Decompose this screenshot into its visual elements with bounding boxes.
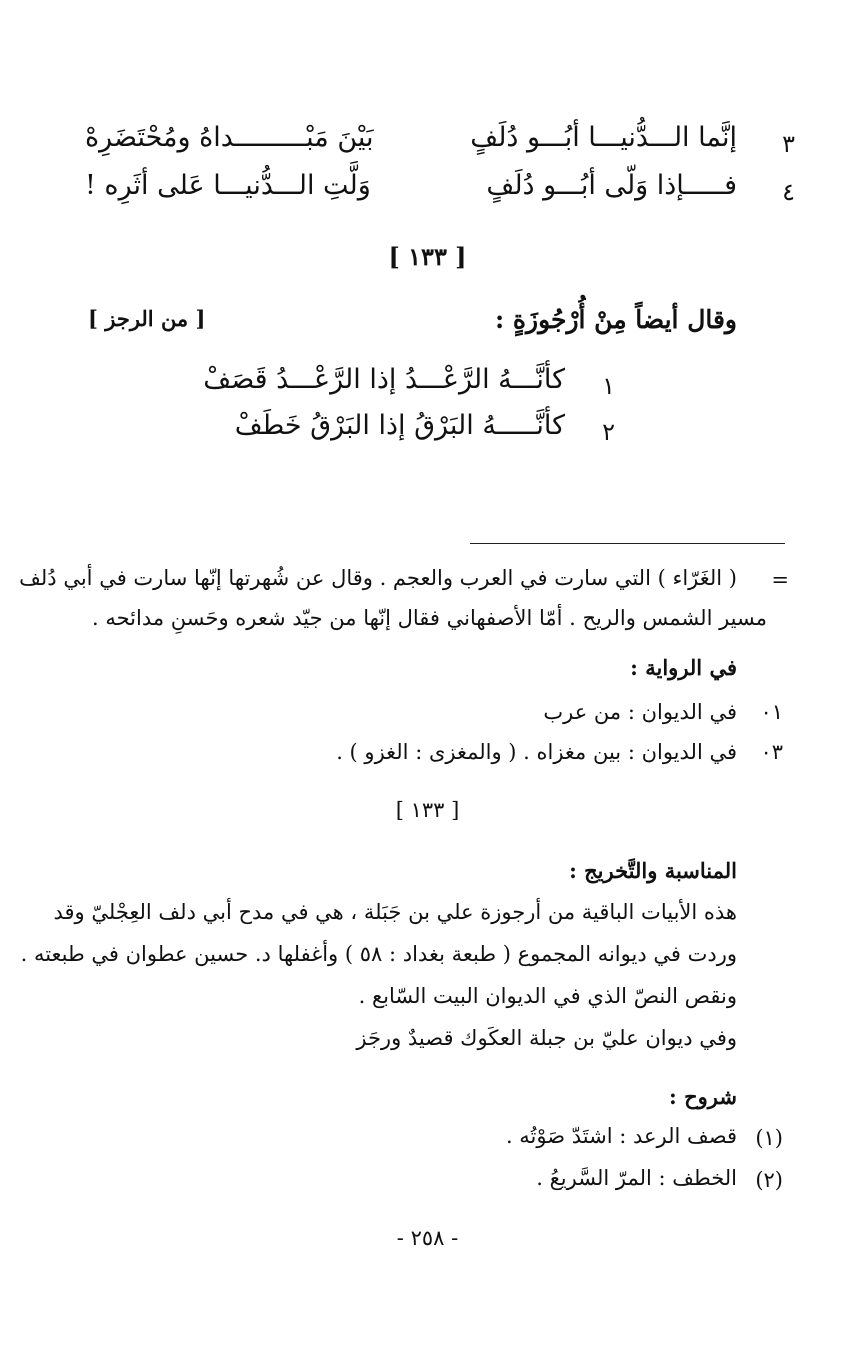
- munasaba-line: وفي ديوان عليّ بن جبلة العكَوك قصيدٌ ورجَز: [356, 1026, 737, 1050]
- footnote-line: مسير الشمس والريح . أمّا الأصفهاني فقال إنّها من جيّد شعره وحَسنِ مدائحه .: [91, 606, 767, 630]
- shuruh-heading: شروح :: [669, 1084, 737, 1109]
- continuation-mark: =: [771, 568, 789, 592]
- verse-hemistich-second: بَيْنَ مَبْـــــــــداهُ ومُحْتَضَرِهْ: [85, 122, 374, 153]
- verse-number: ٤: [782, 178, 795, 206]
- verse-hemistich-first: فـــــإذا وَلّى أبُـــو دُلَفٍ: [486, 170, 737, 201]
- munasaba-line: هذه الأبيات الباقية من أرجوزة علي بن جَبَلة ، هي في مدح أبي دلف العِجْليّ وقد: [53, 900, 737, 924]
- riwaya-text: في الديوان : من عرب: [543, 700, 737, 724]
- rajaz-verse: كأنَّـــهُ الرَّعْـــدُ إذا الرَّعْـــدُ قَصَفْ: [203, 364, 565, 395]
- shuruh-text: الخطف : المرّ السَّريعُ .: [536, 1166, 737, 1190]
- riwaya-text: في الديوان : بين مغزاه . ( والمغزى : الغزو ) .: [336, 740, 737, 764]
- munasaba-line: وردت في ديوانه المجموع ( طبعة بغداد : ٥٨ ) وأغفلها د. حسين عطوان في طبعته .: [20, 942, 737, 966]
- footnote-separator: [470, 543, 785, 544]
- riwaya-number: ٠١: [760, 700, 783, 724]
- munasaba-line: ونقص النصّ الذي في الديوان البيت السّابع .: [358, 984, 737, 1008]
- riwaya-number: ٠٣: [760, 740, 783, 764]
- footnote-section-number: [ ١٣٣ ]: [395, 798, 460, 822]
- verse-hemistich-first: إنَّما الـــدُّنيـــا أبُـــو دُلَفٍ: [470, 122, 737, 153]
- intro-heading: وقال أيضاً مِنْ أُرْجُوزَةٍ :: [494, 305, 737, 334]
- riwaya-heading: في الرواية :: [630, 655, 737, 680]
- rajaz-verse: كأنَّـــــهُ البَرْقُ إذا البَرْقُ خَطَفْ: [234, 410, 565, 441]
- shuruh-number: (٢): [755, 1168, 783, 1192]
- footnote-line: ( الغَرّاء ) التي سارت في العرب والعجم . وقال عن شُهرتها إنّها سارت في أبي دُلف: [19, 566, 737, 590]
- shuruh-text: قصف الرعد : اشتَدّ صَوْتُه .: [505, 1124, 737, 1148]
- shuruh-number: (١): [755, 1126, 783, 1150]
- verse-number: ٢: [602, 418, 615, 446]
- section-number: [ ١٣٣ ]: [388, 242, 467, 271]
- verse-hemistich-second: وَلَّتِ الـــدُّنيـــا عَلى أثَرِه !: [85, 170, 371, 201]
- verse-number: ١: [602, 372, 615, 400]
- verse-number: ٣: [782, 130, 795, 158]
- page-number: - ٢٥٨ -: [396, 1226, 459, 1250]
- meter-label: [ من الرجز ]: [88, 306, 206, 331]
- munasaba-heading: المناسبة والتَّخريج :: [569, 858, 737, 883]
